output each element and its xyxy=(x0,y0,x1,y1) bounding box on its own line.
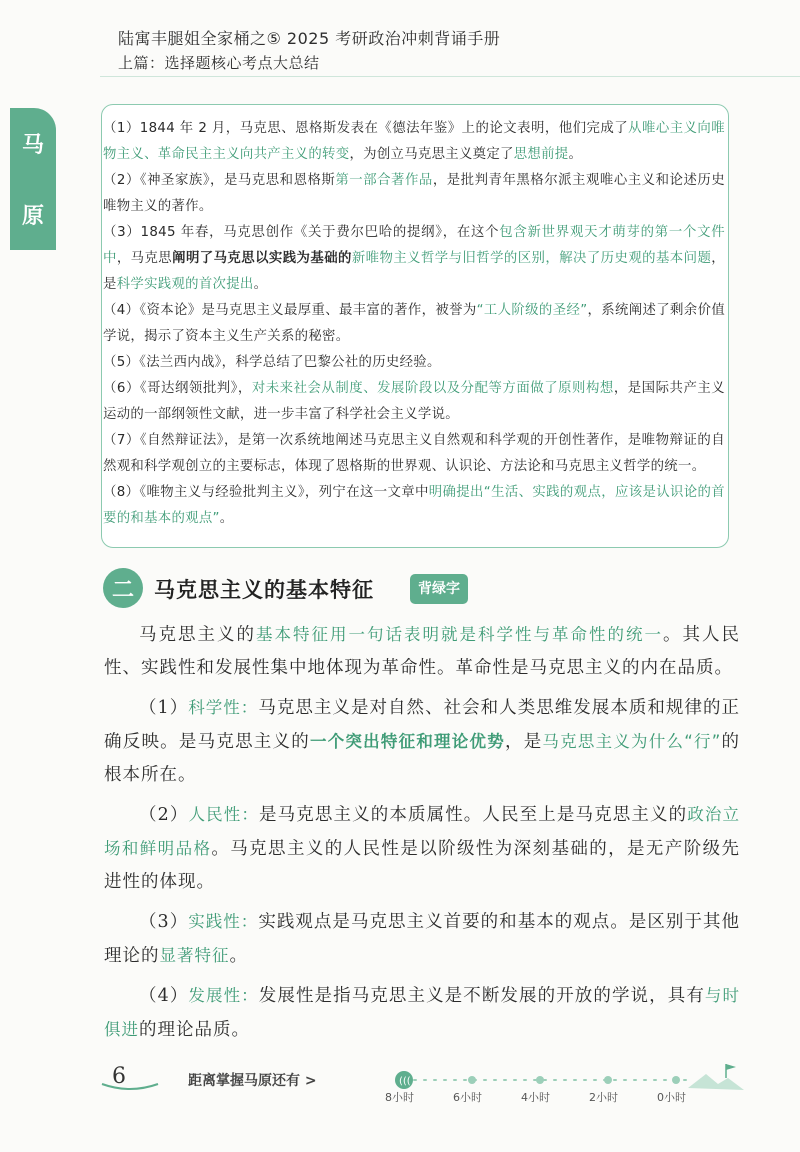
text-run: （6）《哥达纲领批判》， xyxy=(103,381,252,396)
works-item xyxy=(103,376,725,428)
progress-label: 距离掌握马原还有 > xyxy=(188,1073,317,1089)
tick-label-0h: 0小时 xyxy=(657,1091,686,1104)
highlight-text: 政治立场和鲜明品格 xyxy=(104,805,741,858)
text-run: ，系统阐述了剩余价值学说，揭示了资本主义生产关系的秘密。 xyxy=(103,303,726,344)
works-item xyxy=(103,116,725,168)
highlight-text: 包含新世界观天才萌芽的第一个文件中 xyxy=(103,225,725,266)
highlight-text: 人民性： xyxy=(188,805,259,824)
text-run: ，马克思 xyxy=(116,251,173,266)
highlight-text: 第一部合著作品 xyxy=(335,173,433,188)
text-run: （4）《资本论》是马克思主义最厚重、最丰富的著作，被誉为 xyxy=(103,303,477,318)
side-tab-char-2: 原 xyxy=(21,204,44,229)
text-run: ，是 xyxy=(103,251,725,292)
text-run: 。马克思主义的人民性是以阶级性为深刻基础的，是无产阶级先进性的体现。 xyxy=(104,839,741,892)
body-paragraph xyxy=(104,618,740,685)
highlight-text: 明确提出“生活、实践的观点，应该是认识论的首要的和基本的观点” xyxy=(103,485,725,526)
works-summary-list xyxy=(103,116,725,532)
text-run: （5）《法兰西内战》，科学总结了巴黎公社的历史经验。 xyxy=(103,355,441,370)
highlight-text: 从唯心主义向唯物主义、革命民主主义向共产主义的转变 xyxy=(103,121,725,162)
text-run: （3） xyxy=(139,912,189,932)
page-number-arc xyxy=(100,1080,160,1094)
text-run: 。 xyxy=(568,147,583,162)
text-run: 。 xyxy=(253,277,268,292)
text-run: 发展性是指马克思主义是不断发展的开放的学说，具有 xyxy=(258,986,705,1006)
header-divider xyxy=(100,76,800,77)
works-item xyxy=(103,350,725,376)
header-book-title: 陆寓丰腿姐全家桶之⑤ 2025 考研政治冲刺背诵手册 xyxy=(118,29,501,48)
mountain-flag-icon xyxy=(688,1074,744,1090)
memorize-green-badge: 背绿字 xyxy=(410,574,468,604)
works-item xyxy=(103,168,725,220)
study-progress-track xyxy=(388,1062,748,1112)
highlight-text: 发展性： xyxy=(188,986,259,1005)
highlight-text: 新唯物主义哲学与旧哲学的区别，解决了历史观的基本问题 xyxy=(351,251,712,266)
works-item xyxy=(103,480,725,532)
section-number-badge: 二 xyxy=(103,568,143,608)
text-run: （1） xyxy=(139,698,189,718)
tick-dot-2h xyxy=(604,1076,612,1084)
tick-label-2h: 2小时 xyxy=(589,1091,618,1104)
text-run: （2）《神圣家族》，是马克思和恩格斯 xyxy=(103,173,336,188)
highlight-text: 科学实践观的首次提出 xyxy=(116,277,254,292)
text-run: 马克思主义的 xyxy=(139,625,256,645)
side-tab-mayuan xyxy=(10,108,56,250)
side-tab-char-1: 马 xyxy=(21,133,44,158)
text-run: （4） xyxy=(139,986,189,1006)
text-run: ，是批判青年黑格尔派主观唯心主义和论述历史唯物主义的著作。 xyxy=(103,173,725,214)
highlight-text: 显著特征 xyxy=(159,946,230,965)
text-run: （3）1845 年春，马克思创作《关于费尔巴哈的提纲》，在这个 xyxy=(103,225,500,240)
highlight-text: 一个突出特征和理论优势 xyxy=(309,732,505,751)
text-run: 。 xyxy=(229,946,248,966)
highlight-text: 对未来社会从制度、发展阶段以及分配等方面做了原则构想 xyxy=(251,381,614,396)
highlight-text: 实践性： xyxy=(188,912,259,931)
text-run: 。其人民性、实践性和发展性集中地体现为革命性。革命性是马克思主义的内在品质。 xyxy=(104,625,740,678)
text-run: （8）《唯物主义与经验批判主义》，列宁在这一文章中 xyxy=(103,485,429,500)
highlight-text: “工人阶级的圣经” xyxy=(476,303,588,318)
body-paragraph xyxy=(104,691,740,792)
tick-label-8h: 8小时 xyxy=(385,1091,414,1104)
highlight-text: 基本特征用一句话表明就是科学性与革命性的统一 xyxy=(256,625,663,644)
body-paragraph xyxy=(104,979,740,1047)
body-paragraph xyxy=(104,798,740,899)
highlight-text: 与时俱进 xyxy=(104,986,741,1039)
section-body xyxy=(104,618,740,1053)
text-run: 实践观点是马克思主义首要的和基本的观点。是区别于其他理论的 xyxy=(104,912,740,966)
page-number: 6 xyxy=(112,1064,126,1089)
svg-text:(((: ((( xyxy=(399,1076,411,1087)
works-item xyxy=(103,298,725,350)
header-chapter-title: 上篇：选择题核心考点大总结 xyxy=(118,54,320,72)
text-run: ，是国际共产主义运动的一部纲领性文献，进一步丰富了科学社会主义学说。 xyxy=(103,381,725,422)
tick-dot-4h xyxy=(536,1076,544,1084)
highlight-text: 阐明了马克思以实践为基础的 xyxy=(172,251,352,266)
works-item xyxy=(103,220,725,298)
works-item xyxy=(103,428,725,480)
highlight-text: 科学性： xyxy=(188,698,259,717)
tick-label-4h: 4小时 xyxy=(521,1091,550,1104)
text-run: ，是 xyxy=(504,732,543,752)
text-run: 。 xyxy=(219,511,234,526)
text-run: （1）1844 年 2 月，马克思、恩格斯发表在《德法年鉴》上的论文表明，他们完成了 xyxy=(103,121,629,136)
tick-label-6h: 6小时 xyxy=(453,1091,482,1104)
text-run: ，为创立马克思主义奠定了 xyxy=(349,147,514,162)
text-run: 的根本所在。 xyxy=(104,732,741,785)
body-paragraph xyxy=(104,905,740,973)
section-title: 马克思主义的基本特征 xyxy=(154,578,374,602)
highlight-text: 马克思主义为什么“行” xyxy=(542,732,722,751)
text-run: 的理论品质。 xyxy=(139,1020,250,1040)
text-run: （2） xyxy=(139,805,189,825)
text-run: 马克思主义是对自然、社会和人类思维发展本质和规律的正确反映。是马克思主义的 xyxy=(104,698,740,752)
tick-dot-6h xyxy=(468,1076,476,1084)
tick-dot-0h xyxy=(672,1076,680,1084)
text-run: 是马克思主义的本质属性。人民至上是马克思主义的 xyxy=(258,805,688,825)
highlight-text: 思想前提 xyxy=(513,147,569,162)
text-run: （7）《自然辩证法》，是第一次系统地阐述马克思主义自然观和科学观的开创性著作，是唯物辩证的自然观和科学观创立的主要标志，体现了恩格斯的世界观、认识论、方法论和马克思主义哲学的统一。 xyxy=(103,433,725,474)
